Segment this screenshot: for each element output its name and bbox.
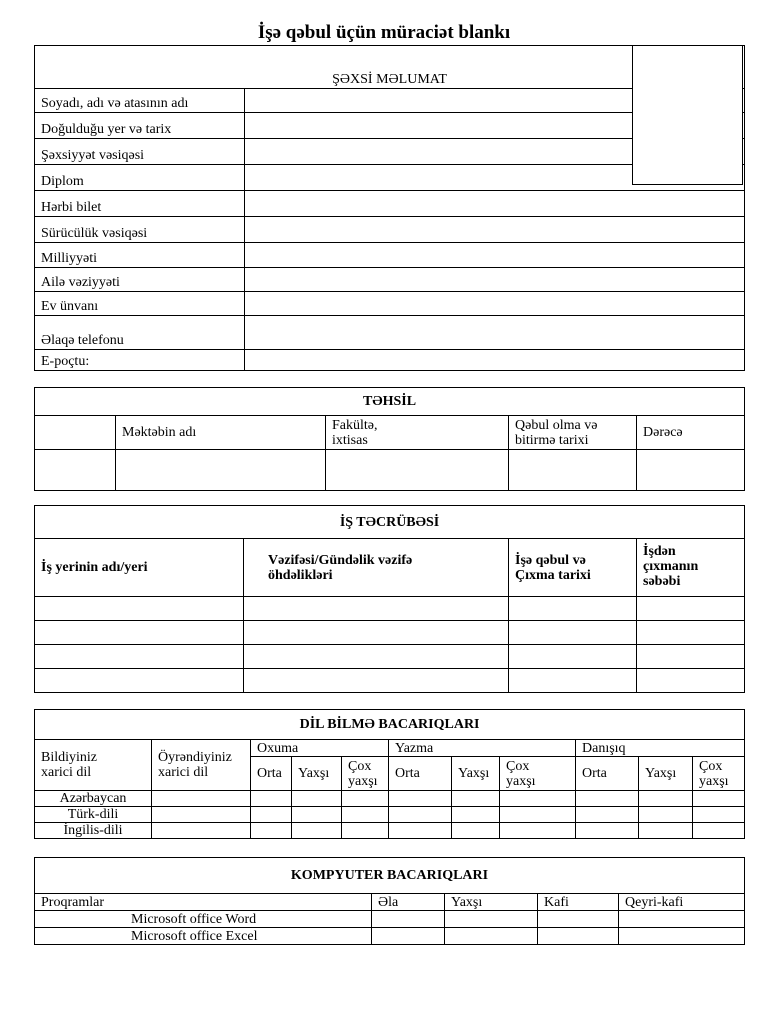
photo-box[interactable] — [632, 45, 743, 185]
computer-cell[interactable] — [619, 928, 745, 945]
personal-row — [35, 350, 745, 371]
education-col-header: Dərəcə — [637, 416, 745, 450]
language-cell[interactable] — [500, 807, 576, 823]
language-cell[interactable] — [389, 807, 452, 823]
personal-row — [35, 243, 745, 268]
experience-cell[interactable] — [35, 597, 244, 621]
education-col-header: Məktəbin adı — [116, 416, 326, 450]
language-heading: DİL BİLMƏ BACARIQLARI — [35, 710, 745, 740]
personal-heading: ŞƏXSİ MƏLUMAT — [35, 46, 745, 89]
personal-field-input[interactable] — [245, 316, 745, 350]
experience-cell[interactable] — [509, 645, 637, 669]
language-skill-group: Yazma — [389, 740, 576, 757]
computer-cell[interactable] — [372, 911, 445, 928]
language-name: Türk-dili — [35, 807, 152, 823]
personal-field-input[interactable] — [245, 350, 745, 371]
personal-field-input[interactable] — [245, 191, 745, 217]
language-level-header: Orta — [251, 757, 292, 791]
education-col-header: Fakültə, ixtisas — [326, 416, 509, 450]
experience-cell[interactable] — [637, 621, 745, 645]
language-level-header: Orta — [576, 757, 639, 791]
language-cell[interactable] — [639, 823, 693, 839]
education-table — [34, 387, 745, 491]
language-skill-group: Danışıq — [576, 740, 745, 757]
language-cell[interactable] — [693, 823, 745, 839]
computer-program: Microsoft office Word — [35, 911, 372, 928]
personal-row — [35, 316, 745, 350]
language-cell[interactable] — [693, 791, 745, 807]
computer-cell[interactable] — [619, 911, 745, 928]
computer-heading: KOMPYUTER BACARIQLARI — [35, 858, 745, 894]
language-name: Azərbaycan — [35, 791, 152, 807]
language-cell[interactable] — [292, 807, 342, 823]
personal-field-label: Ailə vəziyyəti — [35, 268, 245, 292]
computer-cell[interactable] — [538, 928, 619, 945]
language-level-header: Çox yaxşı — [500, 757, 576, 791]
language-row — [35, 791, 745, 807]
language-cell[interactable] — [452, 807, 500, 823]
personal-field-input[interactable] — [245, 217, 745, 243]
language-level-header: Orta — [389, 757, 452, 791]
language-cell[interactable] — [639, 807, 693, 823]
language-cell[interactable] — [389, 823, 452, 839]
personal-field-label: Doğulduğu yer və tarix — [35, 113, 245, 139]
language-cell[interactable] — [576, 807, 639, 823]
experience-cell[interactable] — [637, 597, 745, 621]
education-col-header — [35, 416, 116, 450]
experience-row — [35, 645, 745, 669]
computer-col-header: Proqramlar — [35, 894, 372, 911]
personal-row — [35, 191, 745, 217]
experience-col-header: İşə qəbul və Çıxma tarixi — [509, 539, 637, 597]
experience-cell[interactable] — [35, 621, 244, 645]
experience-row — [35, 597, 745, 621]
language-name: İngilis-dili — [35, 823, 152, 839]
education-cell[interactable] — [116, 450, 326, 491]
language-row — [35, 823, 745, 839]
language-cell[interactable] — [152, 823, 251, 839]
education-cell[interactable] — [326, 450, 509, 491]
language-cell[interactable] — [576, 791, 639, 807]
personal-field-input[interactable] — [245, 243, 745, 268]
language-table — [34, 709, 745, 839]
language-cell[interactable] — [292, 823, 342, 839]
experience-cell[interactable] — [637, 645, 745, 669]
personal-row — [35, 217, 745, 243]
personal-field-input[interactable] — [245, 292, 745, 316]
language-level-header: Yaxşı — [639, 757, 693, 791]
language-cell[interactable] — [342, 807, 389, 823]
language-skill-group: Oxuma — [251, 740, 389, 757]
experience-row — [35, 669, 745, 693]
personal-field-input[interactable] — [245, 268, 745, 292]
language-cell[interactable] — [452, 823, 500, 839]
language-cell[interactable] — [576, 823, 639, 839]
language-cell[interactable] — [251, 807, 292, 823]
personal-field-label: Sürücülük vəsiqəsi — [35, 217, 245, 243]
language-level-header: Çox yaxşı — [693, 757, 745, 791]
experience-table — [34, 505, 745, 693]
experience-cell[interactable] — [35, 669, 244, 693]
computer-table — [34, 857, 745, 945]
language-level-header: Yaxşı — [292, 757, 342, 791]
education-cell[interactable] — [509, 450, 637, 491]
experience-cell[interactable] — [509, 621, 637, 645]
computer-cell[interactable] — [538, 911, 619, 928]
computer-cell[interactable] — [445, 911, 538, 928]
computer-col-header: Yaxşı — [445, 894, 538, 911]
education-heading: TƏHSİL — [35, 388, 745, 416]
language-level-header: Çox yaxşı — [342, 757, 389, 791]
experience-cell[interactable] — [244, 621, 509, 645]
computer-program: Microsoft office Excel — [35, 928, 372, 945]
personal-field-label: Diplom — [35, 165, 245, 191]
language-cell[interactable] — [452, 791, 500, 807]
personal-field-label: Ev ünvanı — [35, 292, 245, 316]
language-cell[interactable] — [500, 791, 576, 807]
experience-cell[interactable] — [637, 669, 745, 693]
experience-cell[interactable] — [509, 669, 637, 693]
computer-col-header: Kafi — [538, 894, 619, 911]
computer-row — [35, 911, 745, 928]
computer-col-header: Əla — [372, 894, 445, 911]
personal-field-label: Soyadı, adı və atasının adı — [35, 89, 245, 113]
language-row — [35, 807, 745, 823]
language-cell[interactable] — [152, 791, 251, 807]
form-title: İşə qəbul üçün müraciət blankı — [257, 22, 511, 43]
computer-col-header: Qeyri-kafi — [619, 894, 745, 911]
language-level-header: Yaxşı — [452, 757, 500, 791]
experience-cell[interactable] — [244, 645, 509, 669]
personal-field-label: Milliyyəti — [35, 243, 245, 268]
experience-cell[interactable] — [35, 645, 244, 669]
experience-col-header: İş yerinin adı/yeri — [35, 539, 244, 597]
language-cell[interactable] — [251, 791, 292, 807]
experience-row — [35, 621, 745, 645]
language-cell[interactable] — [152, 807, 251, 823]
language-cell[interactable] — [251, 823, 292, 839]
language-cell[interactable] — [389, 791, 452, 807]
personal-row — [35, 292, 745, 316]
language-cell[interactable] — [342, 823, 389, 839]
experience-cell[interactable] — [244, 597, 509, 621]
education-col-header: Qəbul olma və bitirmə tarixi — [509, 416, 637, 450]
language-cell[interactable] — [500, 823, 576, 839]
experience-cell[interactable] — [244, 669, 509, 693]
experience-cell[interactable] — [509, 597, 637, 621]
personal-field-label: Hərbi bilet — [35, 191, 245, 217]
personal-field-label: Əlaqə telefonu — [35, 316, 245, 350]
language-cell[interactable] — [639, 791, 693, 807]
computer-row — [35, 928, 745, 945]
experience-col-header: Vəzifəsi/Gündəlik vəzifə öhdəlikləri — [244, 539, 509, 597]
education-cell[interactable] — [35, 450, 116, 491]
language-known-header: Bildiyiniz xarici dil — [35, 740, 152, 791]
personal-field-label: Şəxsiyyət vəsiqəsi — [35, 139, 245, 165]
personal-row — [35, 268, 745, 292]
computer-cell[interactable] — [372, 928, 445, 945]
language-learned-header: Öyrəndiyiniz xarici dil — [152, 740, 251, 791]
experience-heading: İŞ TƏCRÜBƏSİ — [35, 506, 745, 539]
language-cell[interactable] — [693, 807, 745, 823]
personal-field-label: E-poçtu: — [35, 350, 245, 371]
experience-col-header: İşdən çıxmanın səbəbi — [637, 539, 745, 597]
language-cell[interactable] — [292, 791, 342, 807]
language-cell[interactable] — [342, 791, 389, 807]
education-cell[interactable] — [637, 450, 745, 491]
computer-cell[interactable] — [445, 928, 538, 945]
